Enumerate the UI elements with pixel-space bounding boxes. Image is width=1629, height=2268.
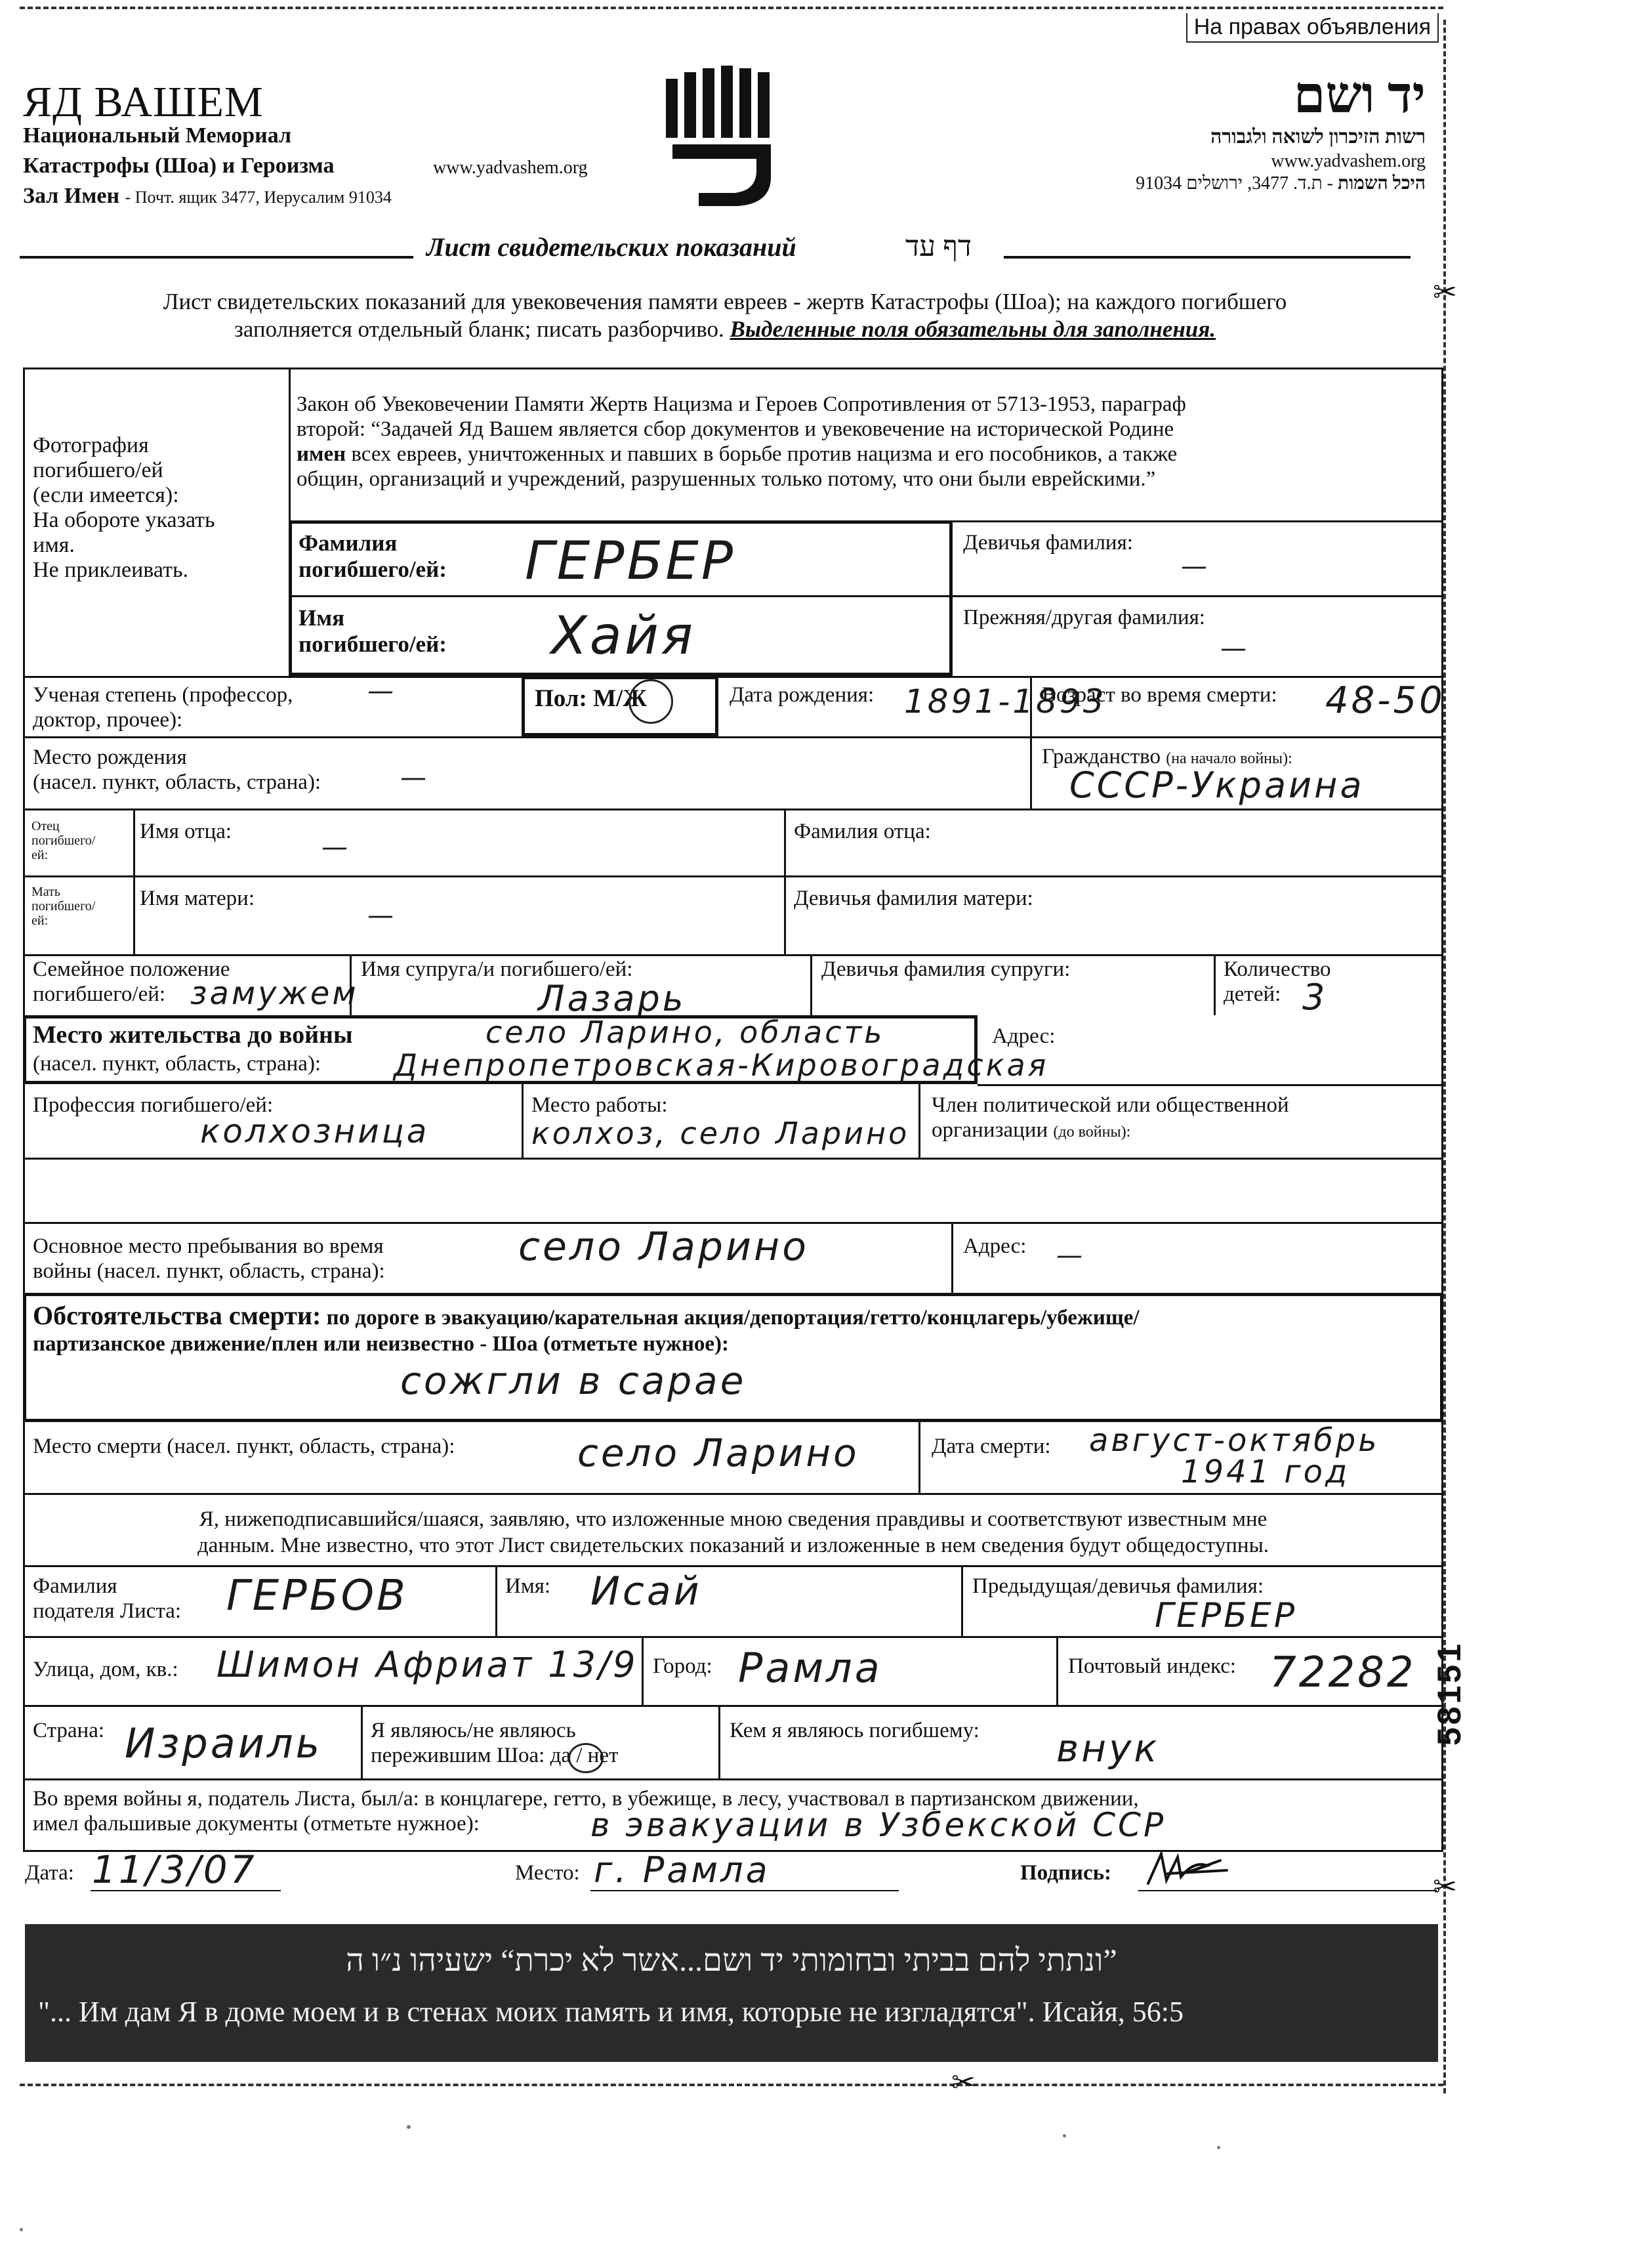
row-line — [23, 676, 1443, 678]
submitter-name-label: Имя: — [505, 1574, 551, 1598]
place-underline — [590, 1890, 899, 1891]
age-value[interactable]: 48-50 — [1325, 679, 1445, 722]
survivor-options[interactable]: да / нет — [550, 1744, 619, 1767]
scan-speck — [1217, 2146, 1220, 2149]
quote-banner — [25, 1924, 1438, 2062]
website-right: www.yadvashem.org — [1271, 151, 1426, 171]
victim-surname-value[interactable]: ГЕРБЕР — [525, 530, 736, 591]
submitter-war-value[interactable]: в эвакуации в Узбекской ССР — [590, 1806, 1166, 1844]
country-value[interactable]: Израиль — [125, 1719, 323, 1767]
date-label: Дата: — [25, 1861, 74, 1885]
law-text: Закон об Увековечении Памяти Жертв Нацизма и Героев Сопротивления от 5713-1953, параграф второй: “Задачей Яд Вашем является сбор документов и увековечение на исторической Родине имен всех евреев, уничтоженных и павших в борьбе против нацизма и его пособников, а также общин, организаций и учреждений, разрушенных только потому, что они были еврейскими.” — [297, 392, 1186, 491]
intro-line-2: заполняется отдельный бланк; писать разборчиво. — [234, 316, 724, 342]
place-value[interactable]: г. Рамла — [594, 1849, 770, 1891]
date-value[interactable]: 11/3/07 — [92, 1847, 257, 1892]
signature-label: Подпись: — [1020, 1861, 1112, 1885]
wartime-address-value[interactable]: — — [1056, 1240, 1085, 1270]
father-name-value[interactable]: — — [321, 832, 350, 862]
degree-value[interactable]: — — [367, 676, 396, 706]
hebrew-org-subtitle: רשות הזיכרון לשואה ולגבורה — [1210, 126, 1426, 148]
row-line — [953, 520, 1443, 522]
title-rule-right — [1004, 256, 1411, 259]
hebrew-hall-address: - ת.ד. 3477, ירושלים 91034 — [1136, 173, 1333, 194]
street-label: Улица, дом, кв.: — [33, 1658, 178, 1681]
signature-scribble-icon — [1142, 1847, 1233, 1893]
hall-name: Зал Имен — [23, 184, 120, 208]
col-line — [810, 954, 812, 1015]
hebrew-hall-name: היכל השמות — [1338, 173, 1426, 194]
city-label: Город: — [653, 1654, 712, 1678]
citizenship-value[interactable]: СССР-Украина — [1069, 765, 1365, 806]
residence-address-label: Адрес: — [992, 1024, 1056, 1048]
residence-value-2[interactable]: Днепропетровская-Кировоградская — [394, 1047, 1049, 1083]
scan-speck — [20, 2228, 23, 2231]
relation-label: Кем я являюсь погибшему: — [730, 1719, 979, 1742]
org-subtitle-2: Катастрофы (Шоа) и Героизма — [23, 154, 335, 178]
col-line — [951, 1222, 953, 1293]
death-circumstances-value[interactable]: сожгли в сарае — [400, 1358, 747, 1403]
gender-selected-circle[interactable] — [629, 679, 673, 724]
yad-vashem-logo-icon — [659, 66, 784, 210]
mother-side-label: Мать погибшего/ ей: — [31, 885, 96, 928]
dob-label: Дата рождения: — [730, 683, 875, 707]
col-line — [1030, 676, 1032, 736]
street-value[interactable]: Шимон Африат 13/9 — [217, 1644, 638, 1685]
mother-name-value[interactable]: — — [367, 900, 396, 931]
col-line — [495, 1565, 497, 1636]
submitter-war-label: Во время войны я, податель Листа, был/а: в концлагере, гетто, в убежище, в лесу, участвовал в партизанском движении, имел фальшивые документы (отметьте нужное): — [33, 1787, 1139, 1836]
victim-maiden-value[interactable]: — — [1181, 551, 1210, 581]
photo-label: На обороте указать — [33, 508, 215, 532]
city-value[interactable]: Рамла — [738, 1644, 882, 1692]
victim-name-value[interactable]: Хайя — [551, 605, 695, 666]
scissors-icon: ✂ — [1433, 276, 1457, 308]
survivor-yes-circle[interactable] — [568, 1743, 604, 1773]
degree-label: Ученая степень (профессор, доктор, прочее): — [33, 683, 293, 732]
intro-line-1: Лист свидетельских показаний для увековечения памяти евреев - жертв Катастрофы (Шоа); на каждого погибшего — [163, 289, 1287, 314]
col-line — [918, 1084, 920, 1158]
photo-label: (если имеется): — [33, 483, 179, 507]
scan-speck — [1063, 2134, 1066, 2137]
gender-label: Пол: М/Ж — [535, 685, 647, 712]
row-line — [23, 954, 1443, 956]
photo-area[interactable] — [33, 433, 215, 583]
title-rule-left — [20, 256, 413, 259]
intro-required-note: Выделенные поля обязательны для заполнения. — [730, 316, 1216, 342]
col-line — [133, 808, 135, 954]
profession-value[interactable]: колхозница — [200, 1112, 430, 1150]
place-label: Место: — [515, 1861, 580, 1885]
membership-label: Член политической или общественной организации (до войны): — [932, 1093, 1289, 1142]
birthplace-value[interactable]: — — [400, 763, 429, 793]
form-title: Лист свидетельских показаний — [426, 232, 796, 262]
col-line — [1030, 736, 1032, 808]
children-value[interactable]: 3 — [1302, 976, 1328, 1018]
signature-underline — [1138, 1890, 1437, 1891]
cut-line-bottom — [20, 2084, 1443, 2086]
zip-value[interactable]: 72282 — [1269, 1648, 1416, 1697]
mother-maiden-label: Девичья фамилия матери: — [794, 887, 1033, 910]
row-line — [23, 736, 1443, 738]
submitter-prev-surname-value[interactable]: ГЕРБЕР — [1155, 1596, 1298, 1635]
banner-hebrew-quote: ”ונתתי להם בביתי ובחומותי יד ושם...אשר לא יכרת“ ישעיהו נ״ו ה — [346, 1943, 1117, 1978]
row-line — [289, 595, 1443, 597]
victim-name-label: Имя погибшего/ей: — [299, 605, 447, 657]
col-line — [1214, 954, 1216, 1015]
death-date-label: Дата смерти: — [932, 1435, 1051, 1458]
marital-label: Семейное положение погибшего/ей: — [33, 957, 230, 1006]
col-line — [1056, 1636, 1058, 1705]
spouse-label: Имя супруга/и погибшего/ей: — [361, 957, 633, 981]
col-line — [918, 1422, 920, 1493]
victim-maiden-label: Девичья фамилия: — [963, 531, 1133, 555]
website-left: www.yadvashem.org — [433, 158, 588, 178]
residence-label: Место жительства до войны — [33, 1021, 353, 1049]
citizenship-label: Гражданство (на начало войны): — [1042, 745, 1292, 768]
photo-label: имя. — [33, 533, 75, 557]
row-line — [23, 1158, 1443, 1160]
date-underline — [91, 1890, 281, 1891]
col-line — [642, 1636, 644, 1705]
submitter-surname-label: Фамилия подателя Листа: — [33, 1574, 182, 1623]
row-line — [23, 1565, 1443, 1567]
col-line — [784, 808, 786, 954]
death-date-value-2[interactable]: 1941 год — [1181, 1454, 1350, 1490]
submitter-name-value[interactable]: Исай — [590, 1568, 702, 1614]
org-subtitle-1: Национальный Мемориал — [23, 123, 292, 148]
workplace-value[interactable]: колхоз, село Ларино — [531, 1116, 910, 1151]
death-date-value-1[interactable]: август-октябрь — [1089, 1422, 1380, 1459]
top-notice: На правах объявления — [1186, 13, 1439, 43]
zip-label: Почтовый индекс: — [1068, 1654, 1237, 1678]
photo-label: Фотография — [33, 433, 149, 457]
marital-value[interactable]: замужем — [190, 975, 359, 1012]
stamp-number: 58151 — [1431, 1641, 1468, 1746]
col-line — [522, 1084, 524, 1158]
victim-prev-surname-label: Прежняя/другая фамилия: — [963, 606, 1205, 629]
top-dashed-border — [20, 7, 1443, 9]
children-label: Количество детей: — [1224, 957, 1331, 1006]
row-line — [23, 875, 1443, 877]
row-line — [23, 808, 1443, 810]
photo-label: погибшего/ей — [33, 458, 163, 482]
father-surname-label: Фамилия отца: — [794, 820, 931, 843]
scan-speck — [407, 2125, 411, 2129]
row-line — [23, 1705, 1443, 1707]
death-place-label: Место смерти (насел. пункт, область, страна): — [33, 1435, 455, 1458]
col-line — [718, 1705, 720, 1778]
wartime-place-value[interactable]: село Ларино — [518, 1224, 809, 1270]
scissors-icon: ✂ — [951, 2067, 976, 2099]
submitter-surname-value[interactable]: ГЕРБОВ — [226, 1572, 408, 1620]
row-line — [23, 1636, 1443, 1638]
dob-value[interactable]: 1891-1893 — [904, 682, 1107, 721]
mother-name-label: Имя матери: — [140, 887, 255, 910]
birthplace-label: Место рождения (насел. пункт, область, страна): — [33, 746, 321, 794]
relation-value[interactable]: внук — [1056, 1726, 1160, 1771]
wartime-place-label: Основное место пребывания во время войны (насел. пункт, область, страна): — [33, 1234, 385, 1283]
wartime-address-label: Адрес: — [963, 1234, 1027, 1258]
victim-prev-surname-value[interactable]: — — [1220, 633, 1249, 663]
banner-russian-quote: "... Им дам Я в доме моем и в стенах моих память и имя, которые не изгладятся". Исайя, 56:5 — [38, 1996, 1184, 2028]
victim-surname-label: Фамилия погибшего/ей: — [299, 530, 447, 582]
org-name: ЯД ВАШЕМ — [23, 78, 264, 126]
hebrew-org-name: יד ושם — [1293, 66, 1426, 123]
residence-sublabel: (насел. пункт, область, страна): — [33, 1052, 321, 1076]
death-place-value[interactable]: село Ларино — [577, 1431, 859, 1475]
row-line — [23, 1493, 1443, 1495]
photo-label: Не приклеивать. — [33, 558, 188, 582]
country-label: Страна: — [33, 1719, 105, 1742]
form-title-hebrew: דף עד — [905, 230, 972, 262]
profession-label: Профессия погибшего/ей: — [33, 1093, 274, 1117]
workplace-label: Место работы: — [531, 1093, 668, 1117]
hall-address: - Почт. ящик 3477, Иерусалим 91034 — [125, 188, 392, 207]
father-name-label: Имя отца: — [140, 820, 232, 843]
submitter-prev-surname-label: Предыдущая/девичья фамилия: — [972, 1574, 1264, 1598]
declaration-text: Я, нижеподписавшийся/шаяся, заявляю, что изложенные мною сведения правдивы и соответствуют известным мне данным. Мне известно, что этот Лист свидетельских показаний и изложенные в нем сведения будут общедоступны. — [197, 1507, 1269, 1557]
residence-value-1[interactable]: село Ларино, область — [485, 1015, 885, 1050]
col-line — [961, 1565, 963, 1636]
scissors-icon: ✂ — [1433, 1871, 1457, 1903]
spouse-value[interactable]: Лазарь — [538, 978, 686, 1019]
survivor-label: Я являюсь/не являюсь пережившим Шоа: да / нет — [371, 1719, 619, 1767]
col-line — [350, 954, 352, 1015]
row-line — [23, 1778, 1443, 1780]
age-label: Возраст во время смерти: — [1042, 683, 1277, 707]
row-line — [978, 1084, 1443, 1086]
col-line — [361, 1705, 363, 1778]
father-side-label: Отец погибшего/ ей: — [31, 819, 96, 862]
spouse-maiden-label: Девичья фамилия супруги: — [821, 957, 1071, 981]
death-circumstances-label: Обстоятельства смерти: по дороге в эвакуацию/карательная акция/депортация/гетто/концлагерь/убежище/ партизанское движение/плен или неизвестно - Шоа (отметьте нужное): — [33, 1301, 1140, 1356]
